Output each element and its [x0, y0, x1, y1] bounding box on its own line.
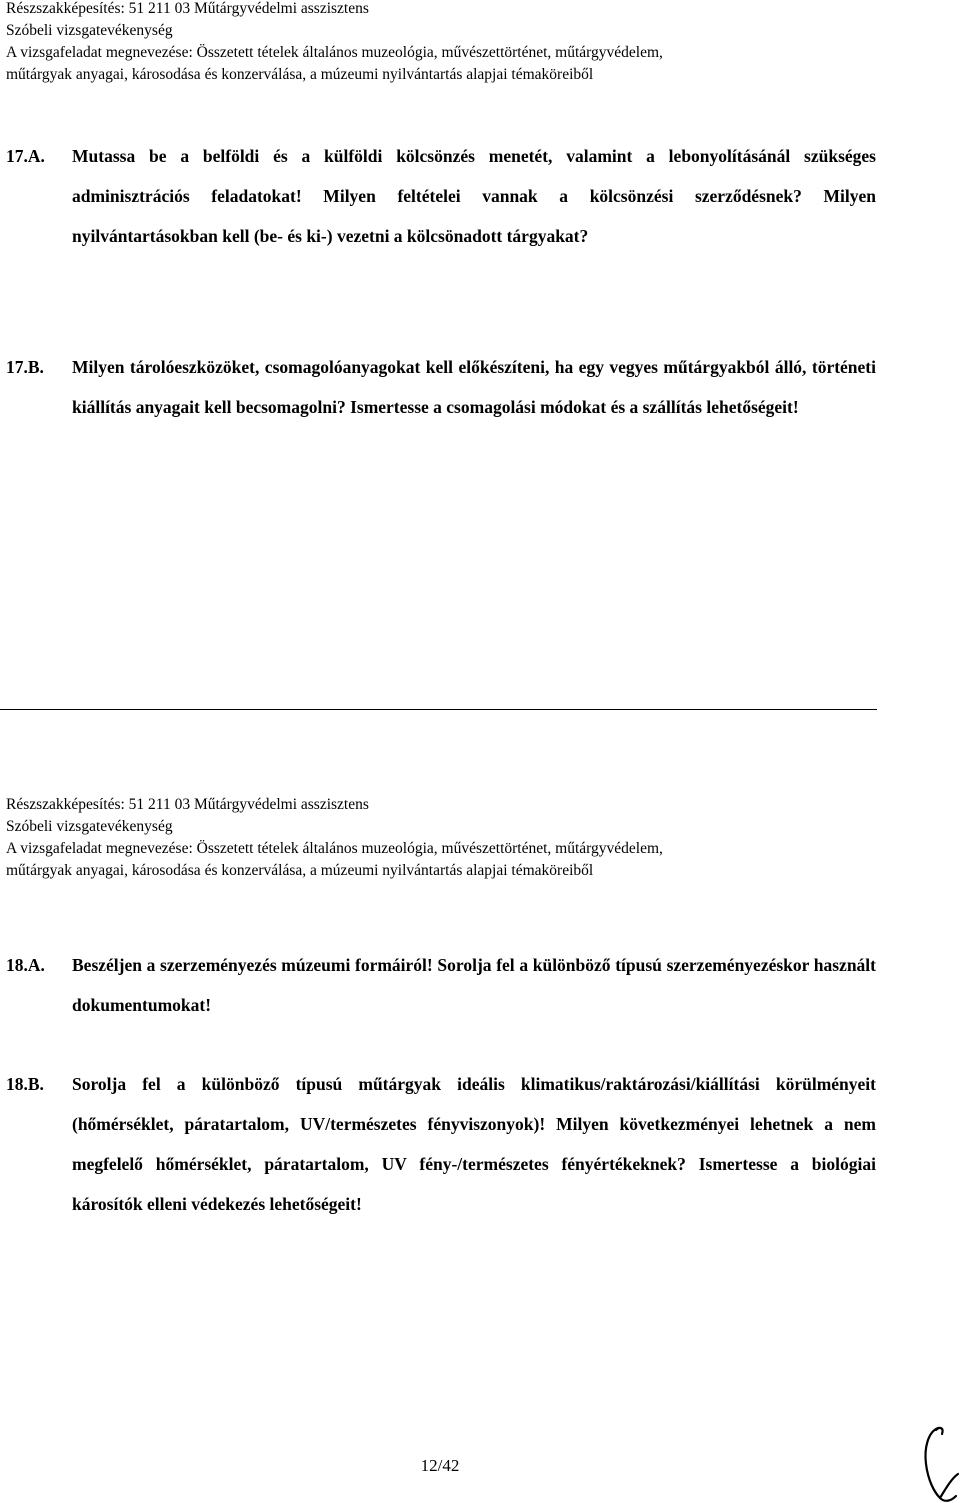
- page-header-bottom: [6, 794, 936, 882]
- header-qualification: Részszakképesítés: 51 211 03 Műtárgyvédelmi asszisztens: [6, 0, 369, 17]
- question-number: 17.B.: [6, 357, 44, 377]
- handwritten-signature: [916, 1418, 960, 1503]
- question-text: Mutassa be a belföldi és a külföldi kölcsönzés menetét, valamint a lebonyolításánál szükséges adminisztrációs feladatokat! Milyen feltételei vannak a kölcsönzési szerződésnek? Milyen nyilvántartásokban kell (be- és ki-) vezetni a kölcsönadott tárgyakat?: [72, 146, 876, 246]
- question-number: 18.A.: [6, 955, 45, 975]
- page-divider: [0, 709, 877, 710]
- page-number: 12/42: [420, 1456, 460, 1475]
- header-task-name: A vizsgafeladat megnevezése: Összetett tételek általános muzeológia, művészettörténet, műtárgyvédelem,: [6, 44, 663, 61]
- question-18a: [6, 945, 876, 1025]
- question-text: Beszéljen a szerzeményezés múzeumi formáiról! Sorolja fel a különböző típusú szerzeményezéskor használt dokumentumokat!: [72, 955, 876, 1015]
- header-task-topics: műtárgyak anyagai, károsodása és konzerválása, a múzeumi nyilvántartás alapjai témaköreiből: [6, 66, 594, 83]
- question-17a: [6, 136, 876, 256]
- question-number: 18.B.: [6, 1074, 44, 1094]
- question-17b: [6, 347, 876, 427]
- question-number: 17.A.: [6, 146, 45, 166]
- question-text: Milyen tárolóeszközöket, csomagolóanyagokat kell előkészíteni, ha egy vegyes műtárgyakból álló, történeti kiállítás anyagait kell becsomagolni? Ismertesse a csomagolási módokat és a szállítás lehetőségeit!: [72, 357, 876, 417]
- page-header-top: [6, 0, 936, 86]
- header-task-topics: műtárgyak anyagai, károsodása és konzerválása, a múzeumi nyilvántartás alapjai témaköreiből: [6, 862, 594, 879]
- header-exam-type: Szóbeli vizsgatevékenység: [6, 22, 173, 39]
- question-18b: [6, 1064, 876, 1224]
- header-exam-type: Szóbeli vizsgatevékenység: [6, 818, 173, 835]
- header-qualification: Részszakképesítés: 51 211 03 Műtárgyvédelmi asszisztens: [6, 796, 369, 813]
- question-text: Sorolja fel a különböző típusú műtárgyak ideális klimatikus/raktározási/kiállítási körülményeit (hőmérséklet, páratartalom, UV/természetes fényviszonyok)! Milyen következményei lehetnek a nem megfelelő hőmérséklet, páratartalom, UV fény-/természetes fényértékeknek? Ismertesse a biológiai károsítók elleni védekezés lehetőségeit!: [72, 1074, 876, 1214]
- header-task-name: A vizsgafeladat megnevezése: Összetett tételek általános muzeológia, művészettörténet, műtárgyvédelem,: [6, 840, 663, 857]
